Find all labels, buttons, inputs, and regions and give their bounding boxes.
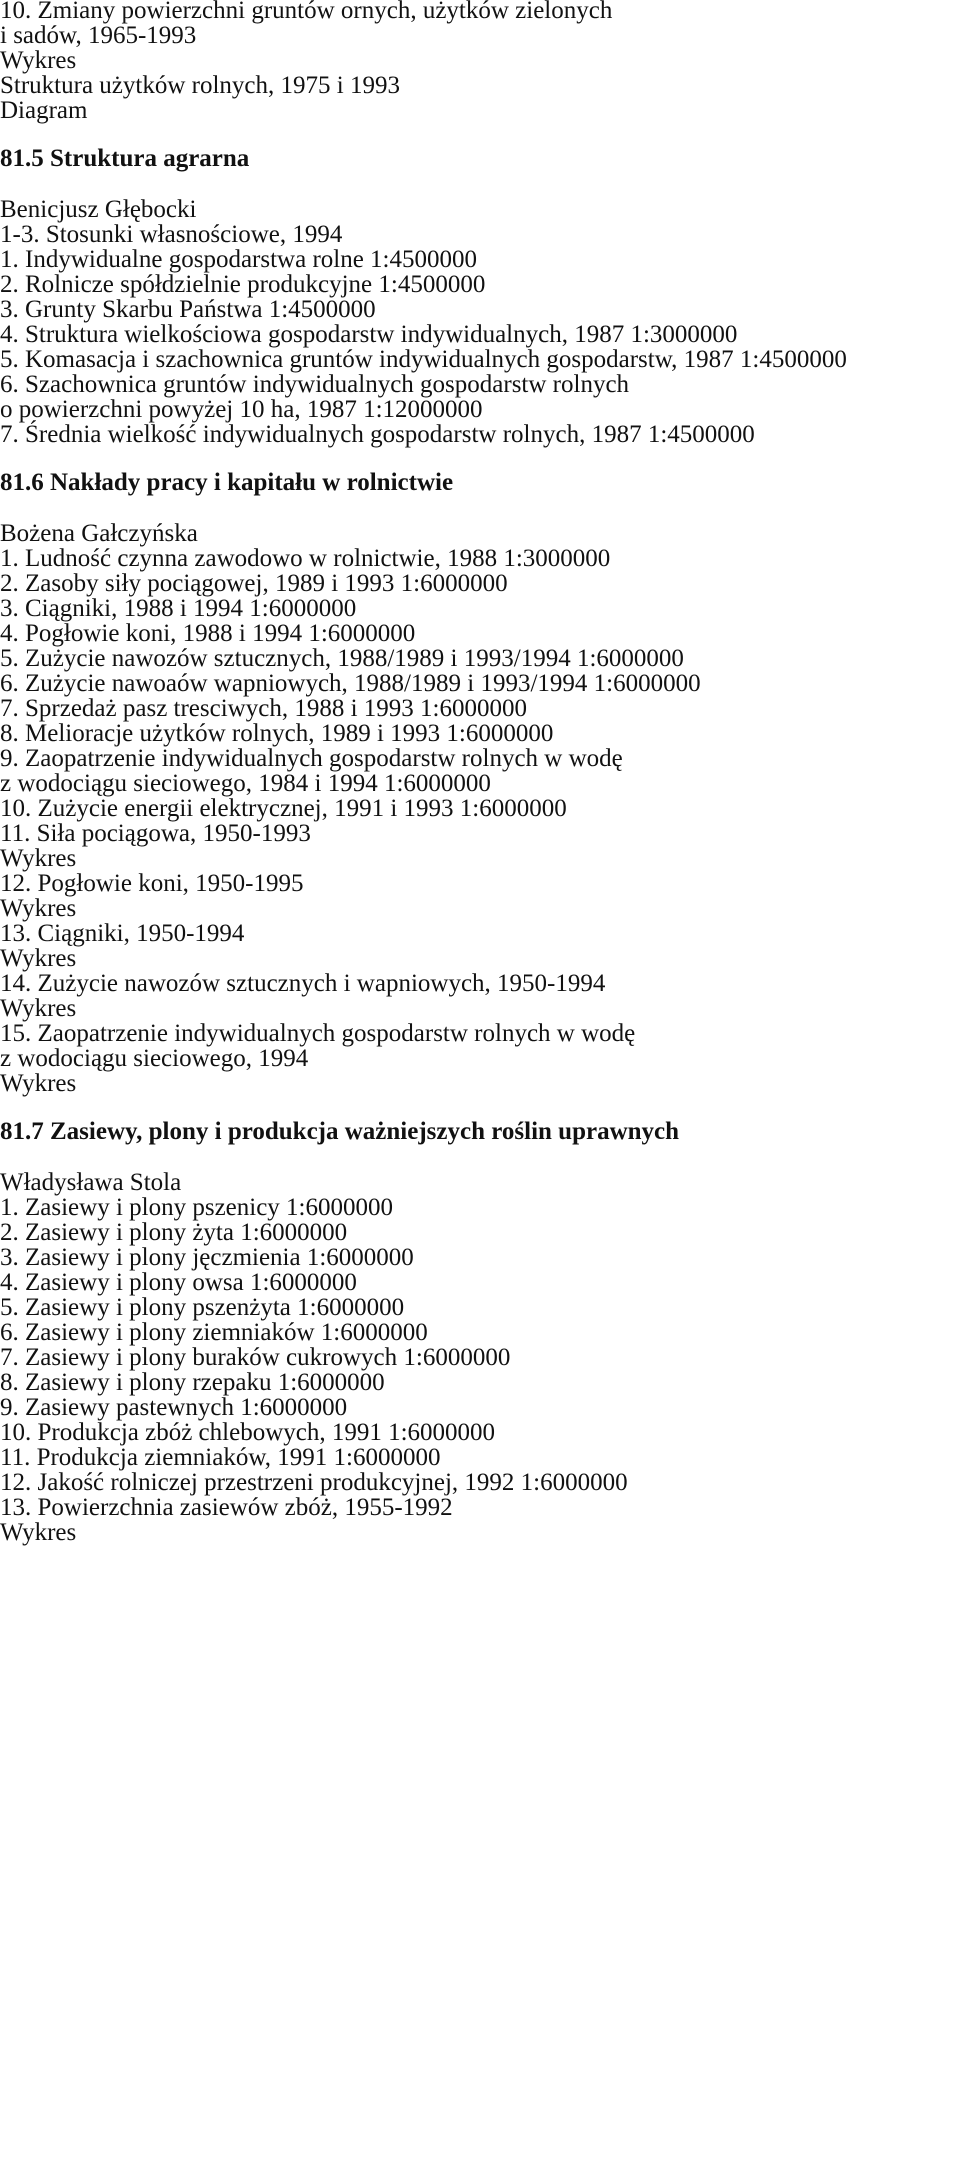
text-line: 11. Produkcja ziemniaków, 1991 1:6000000	[0, 1444, 441, 1471]
text-line: 15. Zaopatrzenie indywidualnych gospodarstw rolnych w wodę	[0, 1020, 636, 1047]
text-line: 3. Grunty Skarbu Państwa 1:4500000	[0, 296, 376, 323]
text-line: 6. Szachownica gruntów indywidualnych gospodarstw rolnych	[0, 371, 630, 398]
text-line: 7. Sprzedaż pasz tresciwych, 1988 i 1993 1:6000000	[0, 695, 527, 722]
text-line: Struktura użytków rolnych, 1975 i 1993	[0, 72, 400, 99]
text-line: Wykres	[0, 1519, 77, 1546]
text-line: Wykres	[0, 995, 77, 1022]
text-line: 12. Pogłowie koni, 1950-1995	[0, 870, 304, 897]
text-line: 3. Ciągniki, 1988 i 1994 1:6000000	[0, 595, 357, 622]
text-line: 10. Zużycie energii elektrycznej, 1991 i 1993 1:6000000	[0, 795, 567, 822]
text-line: 5. Zużycie nawozów sztucznych, 1988/1989 i 1993/1994 1:6000000	[0, 645, 684, 672]
text-line: 8. Zasiewy i plony rzepaku 1:6000000	[0, 1369, 385, 1396]
text-line: z wodociągu sieciowego, 1994	[0, 1045, 309, 1072]
author-name: Bożena Gałczyńska	[0, 520, 198, 547]
text-line: 4. Pogłowie koni, 1988 i 1994 1:6000000	[0, 620, 416, 647]
text-line: 1. Zasiewy i plony pszenicy 1:6000000	[0, 1194, 393, 1221]
text-line: Wykres	[0, 1070, 77, 1097]
text-line: Wykres	[0, 845, 77, 872]
text-line: 10. Zmiany powierzchni gruntów ornych, użytków zielonych	[0, 0, 613, 24]
text-line: 3. Zasiewy i plony jęczmienia 1:6000000	[0, 1244, 414, 1271]
section-heading: 81.6 Nakłady pracy i kapitału w rolnictwie	[0, 469, 454, 496]
text-line: 4. Zasiewy i plony owsa 1:6000000	[0, 1269, 357, 1296]
text-line: 2. Rolnicze spółdzielnie produkcyjne 1:4500000	[0, 271, 486, 298]
text-line: 2. Zasiewy i plony żyta 1:6000000	[0, 1219, 348, 1246]
author-name: Władysława Stola	[0, 1169, 182, 1196]
text-line: 2. Zasoby siły pociągowej, 1989 i 1993 1:6000000	[0, 570, 508, 597]
text-line: 6. Zasiewy i plony ziemniaków 1:6000000	[0, 1319, 428, 1346]
text-line: 1-3. Stosunki własnościowe, 1994	[0, 221, 343, 248]
text-line: 13. Ciągniki, 1950-1994	[0, 920, 245, 947]
text-line: 12. Jakość rolniczej przestrzeni produkcyjnej, 1992 1:6000000	[0, 1469, 628, 1496]
text-line: 1. Indywidualne gospodarstwa rolne 1:4500000	[0, 246, 478, 273]
text-line: Wykres	[0, 47, 77, 74]
text-line: 5. Zasiewy i plony pszenżyta 1:6000000	[0, 1294, 405, 1321]
text-line: z wodociągu sieciowego, 1984 i 1994 1:6000000	[0, 770, 491, 797]
text-line: 6. Zużycie nawoaów wapniowych, 1988/1989 i 1993/1994 1:6000000	[0, 670, 701, 697]
text-line: 5. Komasacja i szachownica gruntów indywidualnych gospodarstw, 1987 1:4500000	[0, 346, 847, 373]
text-line: 4. Struktura wielkościowa gospodarstw indywidualnych, 1987 1:3000000	[0, 321, 738, 348]
text-line: 7. Średnia wielkość indywidualnych gospodarstw rolnych, 1987 1:4500000	[0, 421, 755, 448]
section-heading: 81.5 Struktura agrarna	[0, 145, 250, 172]
section-heading: 81.7 Zasiewy, plony i produkcja ważniejszych roślin uprawnych	[0, 1118, 680, 1145]
text-line: 9. Zasiewy pastewnych 1:6000000	[0, 1394, 348, 1421]
text-line: 9. Zaopatrzenie indywidualnych gospodarstw rolnych w wodę	[0, 745, 623, 772]
text-line: 7. Zasiewy i plony buraków cukrowych 1:6000000	[0, 1344, 511, 1371]
text-line: Wykres	[0, 895, 77, 922]
author-name: Benicjusz Głębocki	[0, 196, 197, 223]
text-line: Wykres	[0, 945, 77, 972]
text-line: 14. Zużycie nawozów sztucznych i wapniowych, 1950-1994	[0, 970, 606, 997]
text-line: i sadów, 1965-1993	[0, 22, 197, 49]
text-line: 1. Ludność czynna zawodowo w rolnictwie, 1988 1:3000000	[0, 545, 611, 572]
text-line: 13. Powierzchnia zasiewów zbóż, 1955-1992	[0, 1494, 453, 1521]
text-line: 10. Produkcja zbóż chlebowych, 1991 1:6000000	[0, 1419, 496, 1446]
text-line: o powierzchni powyżej 10 ha, 1987 1:12000000	[0, 396, 483, 423]
text-line: 11. Siła pociągowa, 1950-1993	[0, 820, 311, 847]
text-line: Diagram	[0, 97, 88, 124]
text-line: 8. Melioracje użytków rolnych, 1989 i 1993 1:6000000	[0, 720, 554, 747]
